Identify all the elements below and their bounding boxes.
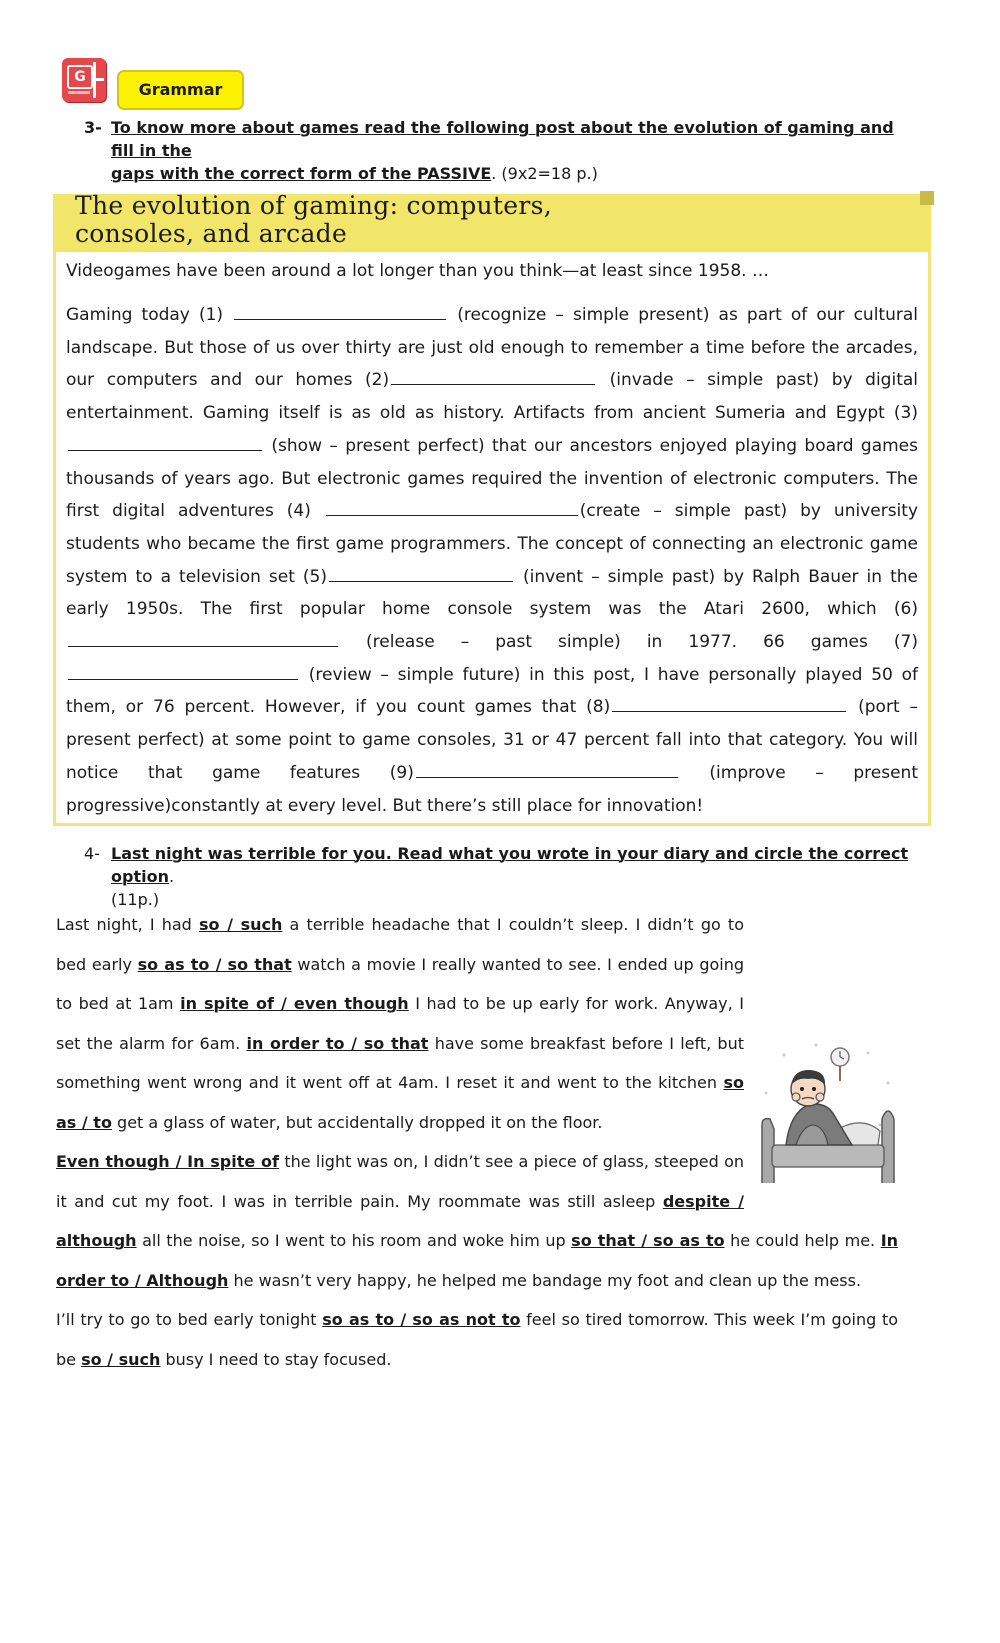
task3-instruction-line2: gaps with the correct form of the PASSIVE xyxy=(111,164,492,183)
option-so-that-so-as-to[interactable]: so that / so as to xyxy=(571,1231,725,1250)
corner-mark xyxy=(920,191,934,205)
option-in-order-to-so-that[interactable]: in order to / so that xyxy=(246,1033,429,1053)
option-despite-although[interactable]: despite / although xyxy=(56,1191,744,1250)
option-so-as-to-so-as-not-to[interactable]: so as to / so as not to xyxy=(322,1310,521,1329)
grammar-badge: Grammar xyxy=(117,70,244,110)
article-intro: Videogames have been around a lot longer than you think—at least since 1958. … xyxy=(66,261,769,281)
gap-6[interactable] xyxy=(68,631,338,647)
gap-7[interactable] xyxy=(68,664,298,680)
diary-text: Last night, I had so / such a terrible headache that I couldn’t sleep. I didn’t go to bed early so as to / so that watch a movie I really wanted to see. I ended up going to bed at 1am in spite of / even though I had to be up early for work. Anyway, I set the alarm for 6am. in order to / so that have some breakfast before I left, but something went wrong and it went off at 4am. I reset it and went to the kitchen so as / to get a glass of water, but accidentally dropped it on the floor. Even though / In spite of the light was on, I didn’t see a piece of glass, steeped on it and cut my foot. I was in terrible pain. My roommate was still asleep despite / although all the noise, so I went to his room and woke him up so that / so as to he could help me. In order to / Although he wasn’t very happy, he helped me bandage my foot and clean up the mess. I’ll try to go to bed early tonight so as to / so as not to feel so tired tomorrow. This week I’m going to be so / such busy I need to stay focused. xyxy=(56,915,899,1369)
task3-heading xyxy=(84,116,904,183)
gap-3[interactable] xyxy=(68,435,262,451)
task3-instruction-line1: To know more about games read the following post about the evolution of gaming and fill in the xyxy=(111,118,894,160)
gap-5[interactable] xyxy=(329,566,513,582)
gap-1[interactable] xyxy=(234,304,446,320)
task3-points: . (9x2=18 p.) xyxy=(491,164,598,183)
option-so-as-to-so-that[interactable]: so as to / so that xyxy=(137,954,292,974)
gap-9[interactable] xyxy=(416,762,678,778)
article-box xyxy=(53,191,931,826)
option-so-as-to[interactable]: so as / to xyxy=(56,1073,744,1132)
article-body: Gaming today (1) (recognize – simple present) as part of our cultural landscape. But those of us over thirty are just old enough to remember a time before the arcades, our computers and our homes (2) (invade – simple past) by digital entertainment. Gaming itself is as old as history. Artifacts from ancient Sumeria and Egypt (3) (show – present perfect) that our ancestors enjoyed playing board games thousands of years ago. But electronic games required the invention of electronic computers. The first digital adventures (4) (create – simple past) by university students who became the first game programmers. The concept of connecting an electronic game system to a television set (5) (invent – simple past) by Ralph Bauer in the early 1950s. The first popular home console system was the Atari 2600, which (6) (release – past simple) in 1977. 66 games (7) (review – simple future) in this post, I have personally played 50 of them, or 76 percent. However, if you count games that (8) (port – present perfect) at some point to game consoles, 31 or 47 percent fall into that category. You will notice that game features (9) (improve – present progressive)constantly at every level. But there’s still place for innovation! xyxy=(66,305,919,816)
option-so-such-1[interactable]: so / such xyxy=(198,915,283,934)
gap-4[interactable] xyxy=(326,500,578,516)
option-so-such-2[interactable]: so / such xyxy=(81,1349,161,1369)
task3-number: 3- xyxy=(84,118,102,137)
option-even-though-in-spite-of[interactable]: Even though / In spite of xyxy=(56,1152,279,1171)
task4-number: 4- xyxy=(84,844,100,863)
article-title: The evolution of gaming: computers, consoles, and arcade xyxy=(75,191,552,248)
gap-8[interactable] xyxy=(612,696,846,712)
option-in-order-to-although[interactable]: In order to / Although xyxy=(56,1231,899,1290)
sleepless-boy-illustration xyxy=(756,1033,898,1188)
article-header xyxy=(53,191,931,252)
g-logo-icon xyxy=(62,58,106,102)
option-in-spite-of-even-though[interactable]: in spite of / even though xyxy=(180,994,409,1013)
task4-heading: 4- Last night was terrible for you. Read what you wrote in your diary and circle the correct option. (11p.) xyxy=(84,844,909,909)
gap-2[interactable] xyxy=(391,369,595,385)
task4-points: (11p.) xyxy=(111,890,160,909)
logo-letter: G xyxy=(67,65,93,89)
task4-instruction: Last night was terrible for you. Read what you wrote in your diary and circle the correct option xyxy=(111,844,909,886)
